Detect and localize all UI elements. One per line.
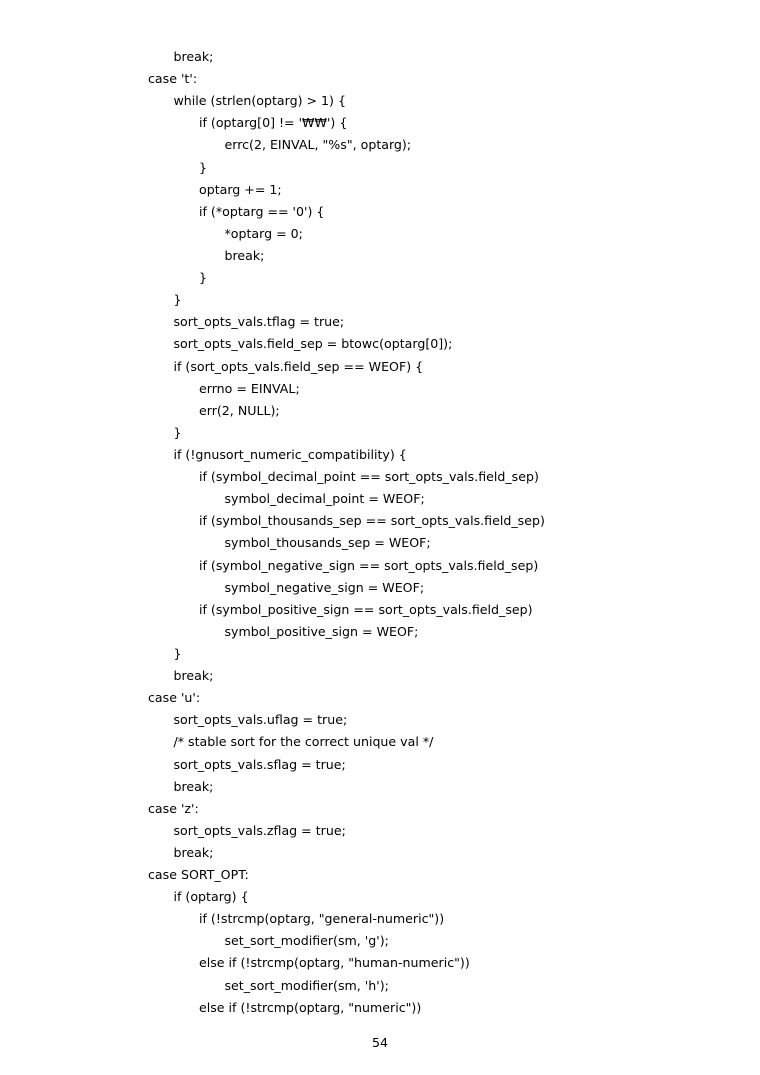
code-line: symbol_decimal_point = WEOF; [224,491,425,507]
code-listing [148,46,728,1019]
code-line: } [173,424,182,440]
code-line: sort_opts_vals.tflag = true; [173,314,345,330]
code-line: sort_opts_vals.field_sep = btowc(optarg[0]); [173,336,453,352]
code-line: if (symbol_positive_sign == sort_opts_vals.field_sep) [199,601,533,617]
code-line: set_sort_modifier(sm, 'g'); [224,933,389,949]
code-line: sort_opts_vals.uflag = true; [173,712,348,728]
code-line: if (sort_opts_vals.field_sep == WEOF) { [173,358,424,374]
code-line: break; [173,778,214,794]
code-line: optarg += 1; [199,181,282,197]
code-line: sort_opts_vals.sflag = true; [173,756,346,772]
code-line: case SORT_OPT: [148,867,249,883]
code-line: case 'u': [148,690,201,706]
code-line: while (strlen(optarg) > 1) { [173,93,346,109]
code-line: else if (!strcmp(optarg, "numeric")) [199,999,422,1015]
code-line: case 't': [148,71,198,87]
code-line: if (symbol_negative_sign == sort_opts_vals.field_sep) [199,557,539,573]
code-line: errc(2, EINVAL, "%s", optarg); [224,137,412,153]
code-line: break; [173,668,214,684]
code-line: errno = EINVAL; [199,380,300,396]
code-line: if (symbol_decimal_point == sort_opts_vals.field_sep) [199,469,539,485]
code-line: /* stable sort for the correct unique val */ [173,734,434,750]
page-number: 54 [371,1035,389,1050]
code-line: symbol_negative_sign = WEOF; [224,579,425,595]
code-line: break; [173,844,214,860]
code-line: if (!gnusort_numeric_compatibility) { [173,446,407,462]
code-line: if (*optarg == '0') { [199,203,325,219]
code-line: if (symbol_thousands_sep == sort_opts_vals.field_sep) [199,513,545,529]
code-line: } [199,159,208,175]
code-line: break; [224,247,265,263]
code-line: if (optarg[0] != '₩₩') { [199,115,348,131]
code-line: } [173,645,182,661]
code-line: } [173,292,182,308]
code-line: set_sort_modifier(sm, 'h'); [224,977,389,993]
code-line: case 'z': [148,800,199,816]
code-line: if (!strcmp(optarg, "general-numeric")) [199,911,445,927]
code-line: sort_opts_vals.zflag = true; [173,822,346,838]
code-line: symbol_positive_sign = WEOF; [224,623,419,639]
code-line: err(2, NULL); [199,402,280,418]
code-line: *optarg = 0; [224,225,303,241]
code-line: } [199,270,208,286]
code-line: break; [173,49,214,64]
code-line: symbol_thousands_sep = WEOF; [224,535,431,551]
code-line: else if (!strcmp(optarg, "human-numeric")) [199,955,470,971]
code-line: if (optarg) { [173,889,249,905]
